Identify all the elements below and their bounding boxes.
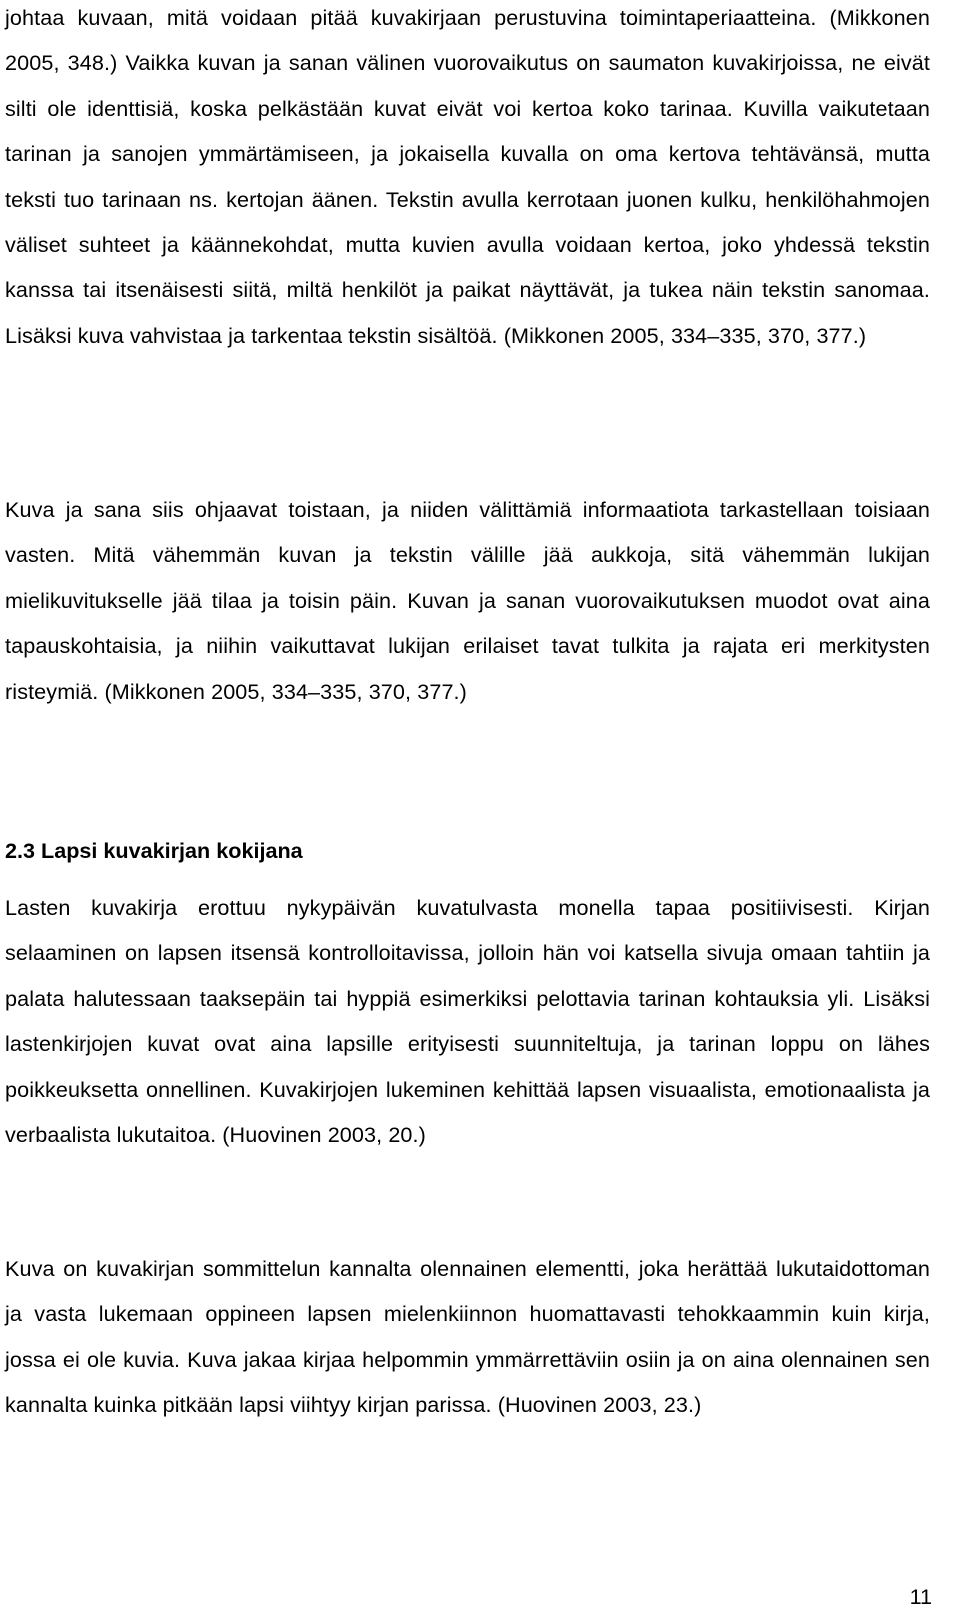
body-paragraph-4: Kuva on kuvakirjan sommittelun kannalta olennainen elementti, joka herättää lukutaidottoman ja vasta lukemaan oppineen lapsen mielenkiinnon huomattavasti tehokkaammin kuin kirja, jossa ei ole kuvia. Kuva jakaa kirjaa helpommin ymmärrettäviin osiin ja on aina olennainen sen kannalta kuinka pitkään lapsi viihtyy kirjan parissa. (Huovinen 2003, 23.): [5, 1256, 930, 1418]
body-paragraph-3: Lasten kuvakirja erottuu nykypäivän kuvatulvasta monella tapaa positiivisesti. Kirjan selaaminen on lapsen itsensä kontrolloitavissa, jolloin hän voi katsella sivuja omaan tahtiin ja palata halutessaan taaksepäin tai hyppiä esimerkiksi pelottavia tarinan kohtauksia yli. Lisäksi lastenkirjojen kuvat ovat aina lapsille erityisesti suunniteltuja, ja tarinan loppu on lähes poikkeuksetta onnellinen. Kuvakirjojen lukeminen kehittää lapsen visuaalista, emotionaalista ja verbaalista lukutaitoa. (Huovinen 2003, 20.): [5, 895, 930, 1148]
body-paragraph-2: Kuva ja sana siis ohjaavat toistaan, ja niiden välittämiä informaatiota tarkastellaan toisiaan vasten. Mitä vähemmän kuvan ja tekstin välille jää aukkoja, sitä vähemmän lukijan mielikuvitukselle jää tilaa ja toisin päin. Kuvan ja sanan vuorovaikutuksen muodot ovat aina tapauskohtaisia, ja niihin vaikuttavat lukijan erilaiset tavat tulkita ja rajata eri merkitysten risteymiä. (Mikkonen 2005, 334–335, 370, 377.): [5, 497, 930, 704]
section-heading: 2.3 Lapsi kuvakirjan kokijana: [5, 838, 303, 863]
body-paragraph-1: johtaa kuvaan, mitä voidaan pitää kuvakirjaan perustuvina toimintaperiaatteina. (Mikkonen 2005, 348.) Vaikka kuvan ja sanan välinen vuorovaikutus on saumaton kuvakirjoissa, ne eivät silti ole identtisiä, koska pelkästään kuvat eivät voi kertoa koko tarinaa. Kuvilla vaikutetaan tarinan ja sanojen ymmärtämiseen, ja jokaisella kuvalla on oma kertova tehtävänsä, mutta teksti tuo tarinaan ns. kertojan äänen. Tekstin avulla kerrotaan juonen kulku, henkilöhahmojen väliset suhteet ja käännekohdat, mutta kuvien avulla voidaan kertoa, joko yhdessä tekstin kanssa tai itsenäisesti siitä, miltä henkilöt ja paikat näyttävät, ja tukea näin tekstin sanomaa. Lisäksi kuva vahvistaa ja tarkentaa tekstin sisältöä. (Mikkonen 2005, 334–335, 370, 377.): [5, 5, 930, 348]
page-number: 11: [909, 1584, 932, 1609]
